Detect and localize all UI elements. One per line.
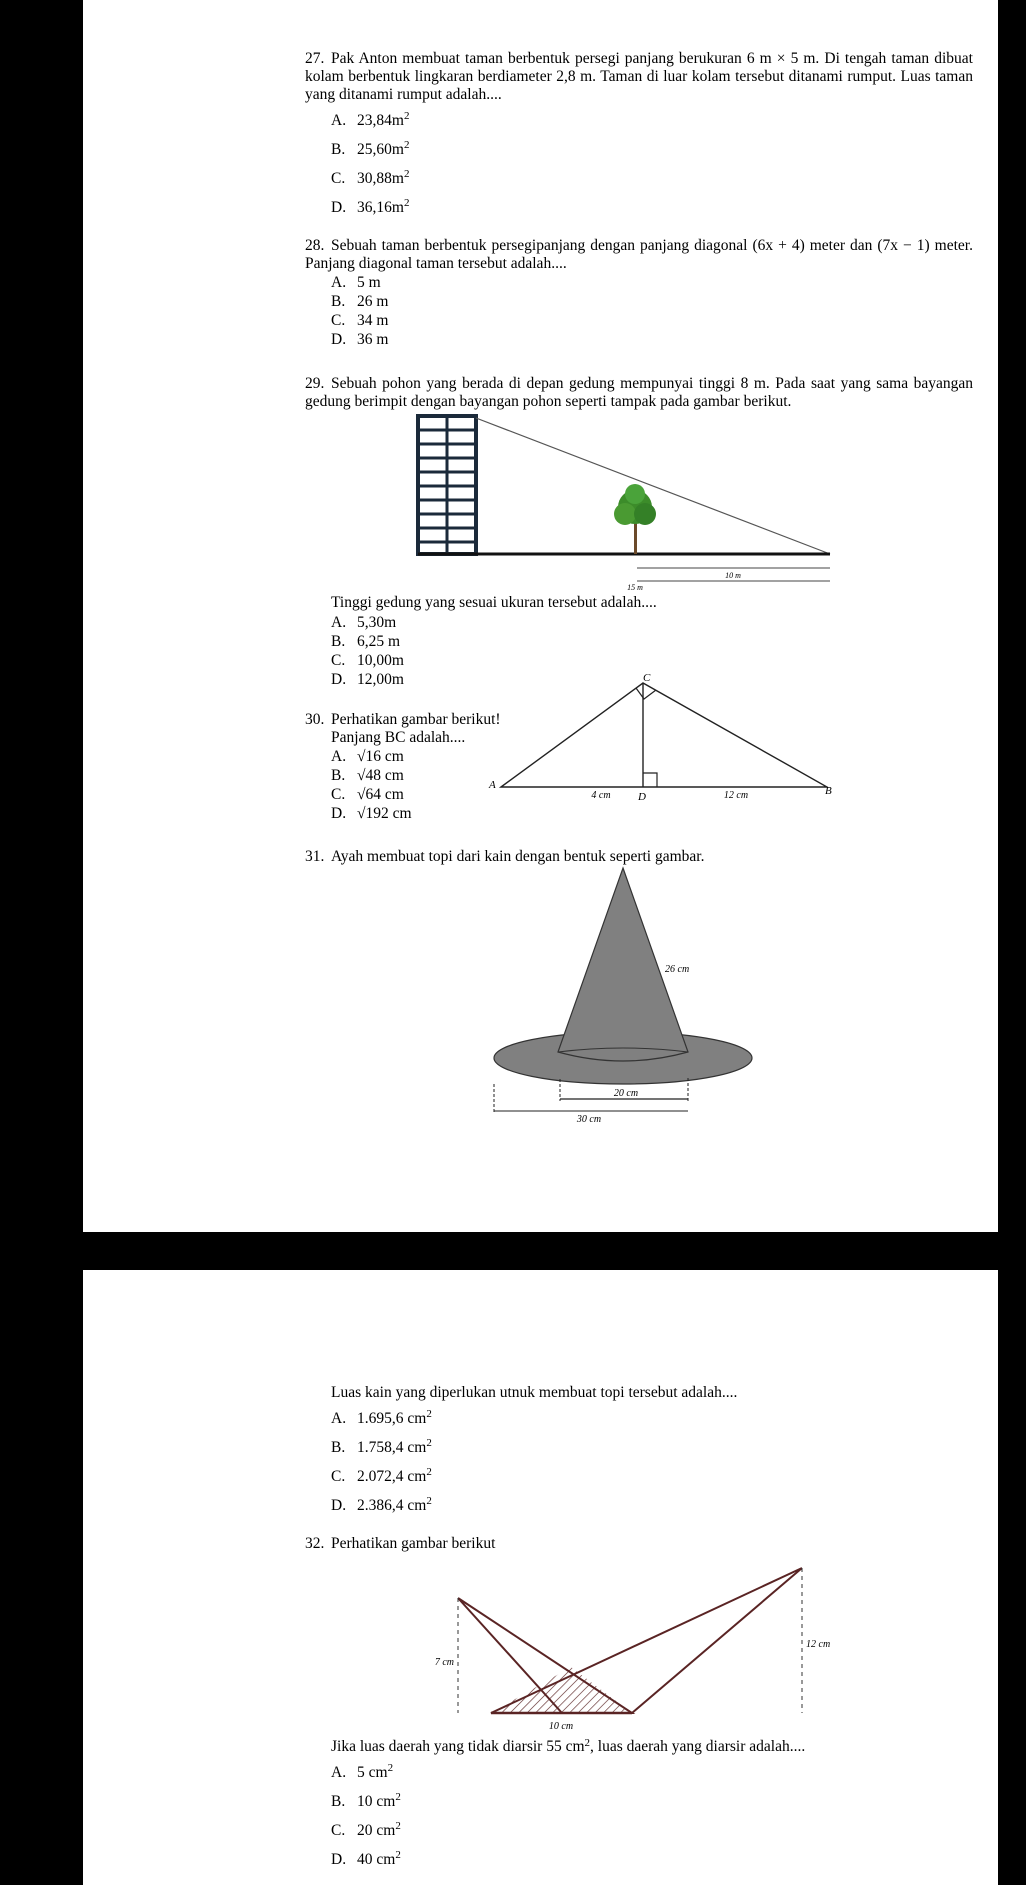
question-text: Pak Anton membuat taman berbentuk persegi panjang berukuran 6 m × 5 m. Di tengah taman dibuat kolam berbentuk lingkaran berdiameter 2,8 m. Taman di luar kolam tersebut ditanami rumput. Luas taman yang ditanami rumput adalah....: [305, 50, 973, 103]
option-b[interactable]: B. √48 cm: [331, 767, 404, 784]
question-text: Sebuah pohon yang berada di depan gedung mempunyai tinggi 8 m. Pada saat yang sama bayangan gedung berimpit dengan bayangan pohon seperti tampak pada gambar berikut.: [305, 375, 973, 410]
label-ad: 4 cm: [591, 790, 611, 801]
triangle-abc-figure: [488, 665, 833, 815]
option-b[interactable]: B. 1.758,4 $cm^2$: [331, 1437, 432, 1456]
question-28: [305, 237, 973, 349]
vertex-a: A: [489, 779, 496, 791]
vertex-c: C: [643, 672, 651, 684]
label-base: 10 cm: [548, 1721, 574, 1732]
option-a[interactable]: A. 5,30m: [331, 614, 397, 631]
label-slant: 26 cm: [665, 964, 690, 975]
triangles-figure: [393, 1558, 843, 1758]
option-d[interactable]: D. 36 m: [331, 331, 389, 348]
option-d[interactable]: D. 40 $cm^2$: [331, 1849, 401, 1868]
question-29: [305, 375, 973, 411]
label-db: 12 cm: [723, 790, 749, 801]
question-number: 28.: [305, 237, 325, 254]
label-inner: 20 cm: [613, 1088, 639, 1099]
document-page-2: [83, 1270, 998, 1885]
label-right-height: 12 cm: [806, 1639, 831, 1650]
option-a[interactable]: A. 5 m: [331, 274, 381, 291]
question-number: 29.: [305, 375, 325, 392]
vertex-b: B: [825, 785, 832, 797]
option-d[interactable]: D. 12,00m: [331, 671, 404, 688]
option-b[interactable]: B. 6,25 m: [331, 633, 401, 650]
question-31: [305, 848, 973, 866]
option-a[interactable]: A. 1.695,6 $cm^2$: [331, 1408, 432, 1427]
question-27: [305, 50, 973, 222]
question-number: 32.: [305, 1535, 325, 1552]
option-b[interactable]: B. $25,60m^2$: [331, 139, 410, 158]
question-number: 31.: [305, 848, 325, 865]
building: [418, 416, 476, 554]
question-text: Luas kain yang diperlukan utnuk membuat topi tersebut adalah....: [331, 1384, 738, 1401]
question-text: Ayah membuat topi dari kain dengan bentuk seperti gambar.: [331, 848, 705, 865]
shaded-region: [491, 1667, 632, 1713]
document-page-1: [83, 0, 998, 1232]
question-text: Perhatikan gambar berikut!: [331, 711, 501, 728]
shadow-line: [476, 418, 830, 554]
label-outer: 30 cm: [576, 1114, 602, 1125]
label-left-height: 7 cm: [434, 1657, 454, 1668]
question-text: Perhatikan gambar berikut: [331, 1535, 496, 1552]
option-d[interactable]: D. $36,16m^2$: [331, 197, 410, 216]
option-d[interactable]: D. 2.386,4 $cm^2$: [331, 1495, 432, 1514]
question-31-prompt: [305, 1384, 973, 1520]
option-b[interactable]: B. 10 $cm^2$: [331, 1791, 401, 1810]
question-32: [305, 1535, 973, 1553]
label-15m: 15 m: [627, 583, 643, 592]
option-c[interactable]: C. √64 cm: [331, 786, 404, 803]
hat-figure: [493, 866, 758, 1126]
question-number: 30.: [305, 711, 325, 728]
option-a[interactable]: A. √16 cm: [331, 748, 404, 765]
question-prompt: Panjang BC adalah....: [331, 729, 466, 746]
vertex-d: D: [638, 791, 646, 803]
option-b[interactable]: B. 26 m: [331, 293, 389, 310]
option-c[interactable]: C. 10,00m: [331, 652, 404, 669]
option-c[interactable]: C. 20 $cm^2$: [331, 1820, 401, 1839]
question-text: Sebuah taman berbentuk persegipanjang dengan panjang diagonal (6x + 4) meter dan (7x − 1) meter. Panjang diagonal taman tersebut adalah....: [305, 237, 973, 272]
question-32-prompt: [305, 1738, 973, 1874]
right-triangle: [491, 1568, 802, 1713]
option-c[interactable]: C. 34 m: [331, 312, 389, 329]
option-a[interactable]: A. $23,84m^2$: [331, 110, 410, 129]
question-number: 27.: [305, 50, 325, 67]
question-text: Tinggi gedung yang sesuai ukuran tersebut adalah....: [331, 594, 657, 611]
question-text: Jika luas daerah yang tidak diarsir 55 $cm^2$, luas daerah yang diarsir adalah....: [331, 1737, 806, 1755]
tree: [614, 484, 656, 554]
option-c[interactable]: C. $30,88m^2$: [331, 168, 410, 187]
option-a[interactable]: A. 5 $cm^2$: [331, 1762, 394, 1781]
option-d[interactable]: D. √192 cm: [331, 805, 412, 822]
option-c[interactable]: C. 2.072,4 $cm^2$: [331, 1466, 432, 1485]
label-10m: 10 m: [725, 571, 741, 580]
building-shadow-figure: [333, 412, 843, 592]
